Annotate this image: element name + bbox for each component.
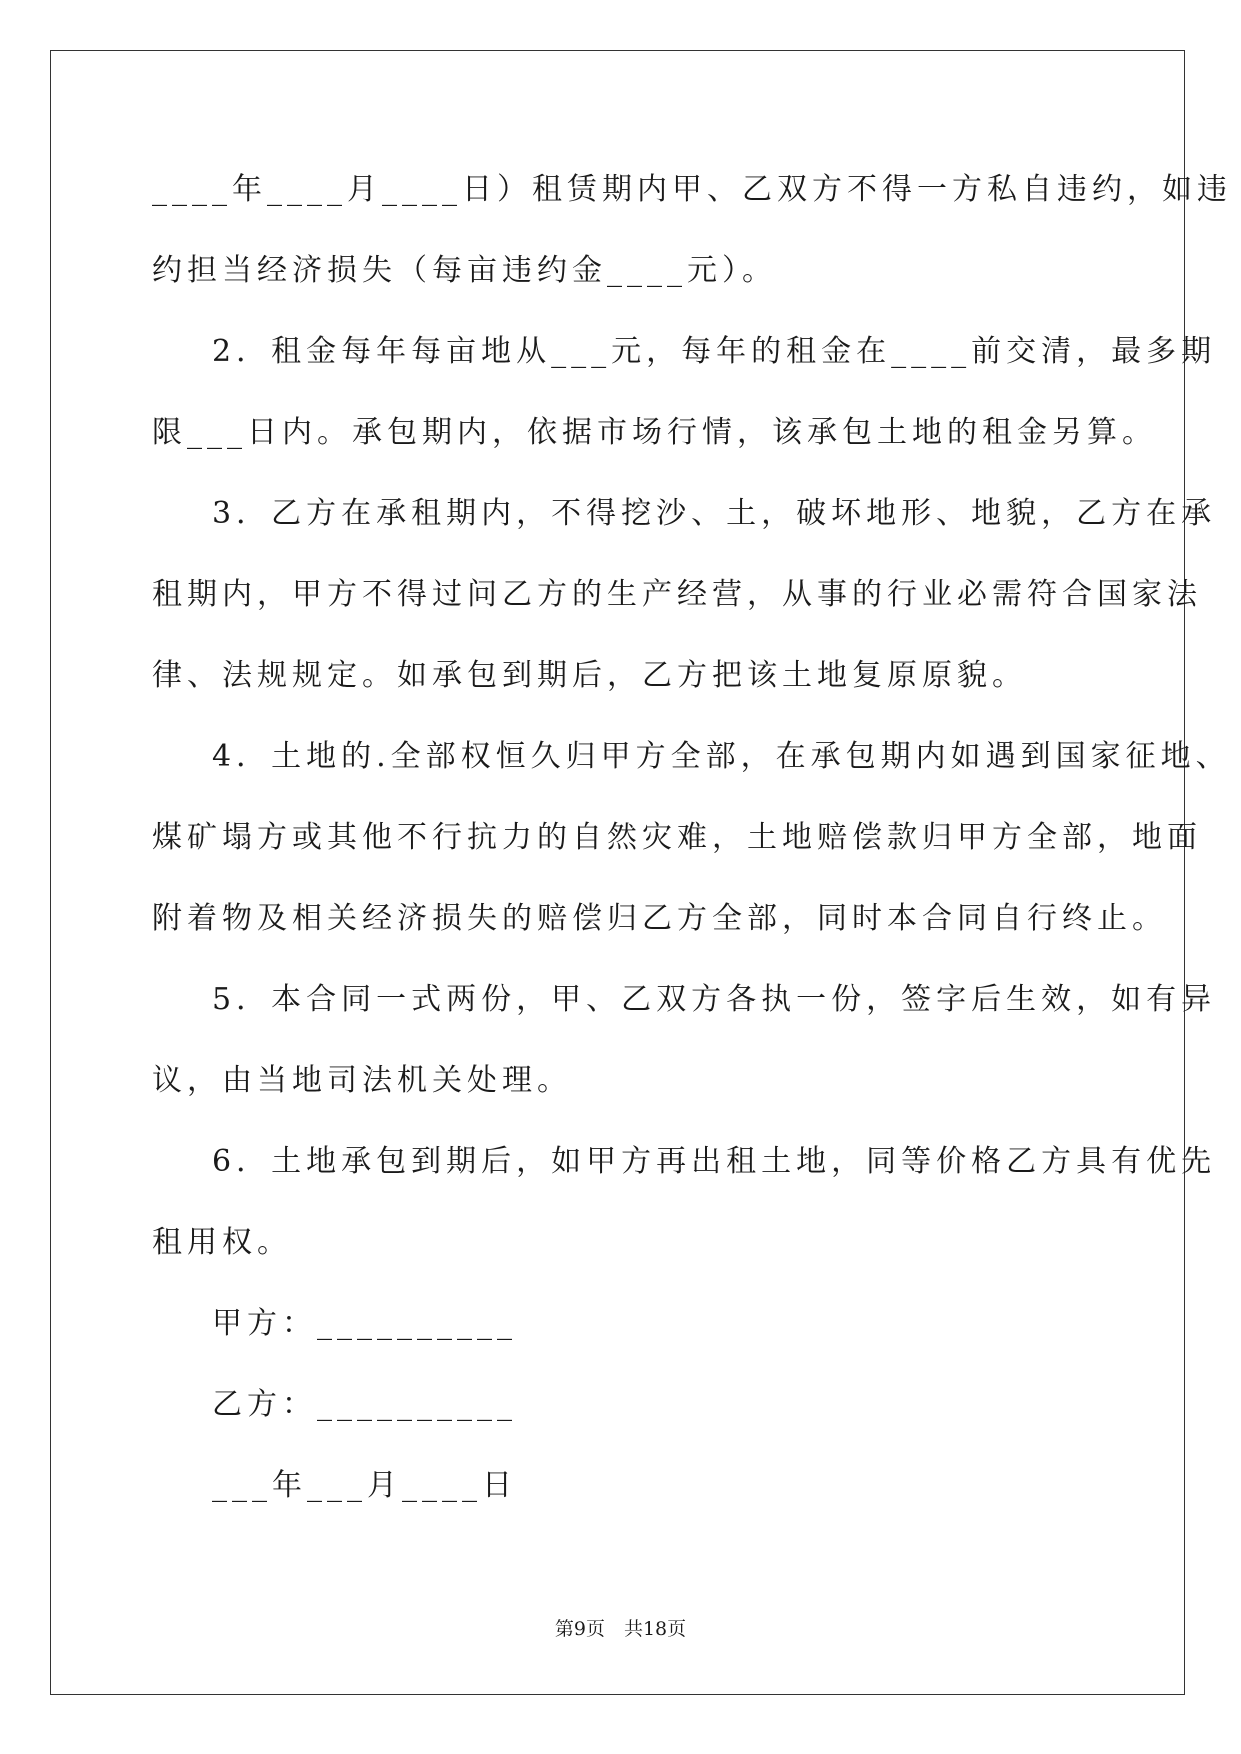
text-line: ____年____月____日）租赁期内甲、乙双方不得一方私自违约，如违 <box>152 172 1232 207</box>
text-line: 限___日内。承包期内，依据市场行情，该承包土地的租金另算。 <box>152 415 1157 450</box>
date-line: ___年___月____日 <box>212 1468 517 1503</box>
clause-3-line: 3．乙方在承租期内，不得挖沙、土，破坏地形、地貌，乙方在承 <box>212 496 1217 531</box>
document-body <box>152 160 1232 1537</box>
text-line: 附着物及相关经济损失的赔偿归乙方全部，同时本合同自行终止。 <box>152 901 1167 936</box>
clause-2-line: 2．租金每年每亩地从___元，每年的租金在____前交清，最多期 <box>212 334 1217 369</box>
text-line: 议，由当地司法机关处理。 <box>152 1063 572 1098</box>
party-b-signature-line: 乙方：__________ <box>212 1387 517 1422</box>
clause-6-line: 6．土地承包到期后，如甲方再出租土地，同等价格乙方具有优先 <box>212 1144 1217 1179</box>
page-number-footer <box>0 1614 1241 1641</box>
text-line: 煤矿塌方或其他不行抗力的自然灾难，土地赔偿款归甲方全部，地面 <box>152 820 1202 855</box>
clause-4-line: 4．土地的.全部权恒久归甲方全部，在承包期内如遇到国家征地、 <box>212 739 1231 774</box>
text-line: 约担当经济损失（每亩违约金____元）。 <box>152 253 777 288</box>
text-line: 租期内，甲方不得过问乙方的生产经营，从事的行业必需符合国家法 <box>152 577 1202 612</box>
text-line: 律、法规规定。如承包到期后，乙方把该土地复原原貌。 <box>152 658 1027 693</box>
party-a-signature-line: 甲方：__________ <box>212 1306 517 1341</box>
page-number: 第9页 共18页 <box>554 1618 687 1640</box>
text-line: 租用权。 <box>152 1225 292 1260</box>
clause-5-line: 5．本合同一式两份，甲、乙双方各执一份，签字后生效，如有异 <box>212 982 1217 1017</box>
